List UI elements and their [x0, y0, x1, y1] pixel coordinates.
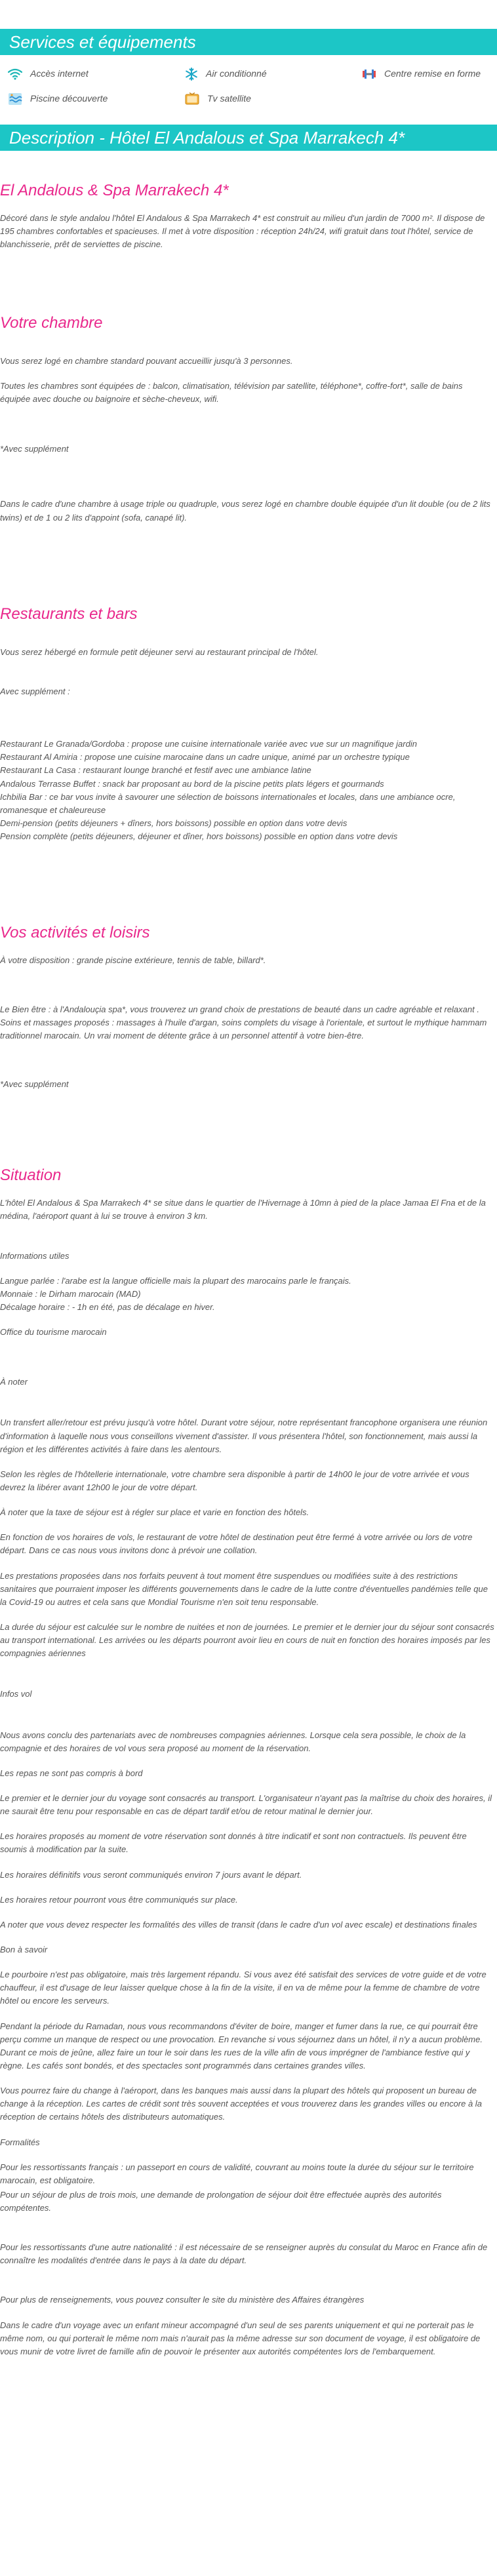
activites-section [0, 921, 497, 1091]
list-item: Andalous Terrasse Buffet : snack bar proposant au bord de la piscine petits plats légers et gourmands [0, 778, 384, 789]
formalites-title: Formalités [0, 2137, 40, 2147]
description-band-title: Description - Hôtel El Andalous et Spa Marrakech 4* [0, 125, 497, 151]
formalites-p1: Pour les ressortissants français : un passeport en cours de validité, couvrant au moins toute la durée du séjour sur le territoire marocain, est obligatoire. [0, 2162, 474, 2185]
equipement-label: Centre remise en forme [384, 68, 481, 79]
noter-p5: Les prestations proposées dans nos forfaits peuvent à tout moment être suspendues ou modifiées suite à des restrictions sanitaires que pourraient imposer les différents gouvernements dans le cadre de la lutte contre d'éventuelles pandémies telle que la Covid-19 ou autres et cela sans que Mondial Tourisme n'en soit tenu responsable. [0, 1570, 488, 1607]
hotel-title: El Andalous & Spa Marrakech 4* [0, 182, 229, 199]
a-noter-title: À noter [0, 1377, 28, 1387]
noter-p4: En fonction de vos horaires de vols, le restaurant de votre hôtel de destination peut être fermé à votre arrivée ou lors de votre départ. Dans ce cas nous vous invitons donc à prévoir une collation. [0, 1532, 473, 1556]
chambre-p1: Vous serez logé en chambre standard pouvant accueillir jusqu'à 3 personnes. [0, 355, 293, 366]
list-item: Demi-pension (petits déjeuners + dîners, hors boissons) possible en option dans votre devis [0, 818, 348, 828]
savoir-p3: Vous pourrez faire du change à l'aéroport, dans les banques mais aussi dans la plupart des hôtels qui proposent un bureau de change à la réception. Les cartes de crédit sont très souvent acceptées et vous trouverez dans les grandes villes ou encore à la réception de certains hôtels des distributeurs automatiques. [0, 2086, 482, 2122]
snowflake-icon [185, 68, 198, 81]
list-item: Pension complète (petits déjeuners, déjeuner et dîner, hors boissons) possible en option dans votre devis [0, 831, 398, 842]
pool-icon [8, 92, 22, 106]
list-item: Ichbilia Bar : ce bar vous invite à savourer une sélection de boissons internationales et locales, dans une ambiance ocre, romanesque et chaleureuse [0, 791, 456, 815]
chambre-note: *Avec supplément [0, 444, 69, 454]
restaurants-list [0, 738, 494, 843]
equipement-item-fitness [362, 66, 497, 83]
situation-section [0, 1163, 497, 2358]
savoir-p2: Pendant la période du Ramadan, nous vous recommandons d'éviter de boire, manger et fumer dans la rue, ce qui pourrait être perçu comme un manque de respect ou une provocation. En revanche si vous séjournez dans un hôtel, il n'y a aucun problème. Durant ce mois de jeûne, allez faire un tour le soir dans les rues de la ville afin de vous imprégner de l'ambiance festive qui y règne. Les cafés sont bondés, et des spectacles sont programmés dans certaines grandes villes. [0, 2021, 483, 2071]
activites-note: *Avec supplément [0, 1079, 69, 1089]
savoir-p1: Le pourboire n'est pas obligatoire, mais très largement répandu. Si vous avez été satisfait des services de votre guide et de votre chauffeur, il est d'usage de leur laisser quelque chose à la fin de la visite, il en va de même pour la femme de chambre de votre hôtel ou encore les serveurs. [0, 1970, 487, 2006]
equipement-label: Air conditionné [206, 68, 267, 79]
formalites-p4: Pour plus de renseignements, vous pouvez consulter le site du ministère des Affaires étrangères [0, 2295, 365, 2305]
description-section [0, 178, 497, 252]
activites-p1: À votre disposition : grande piscine extérieure, tennis de table, billard*. [0, 955, 266, 966]
wifi-icon [8, 68, 22, 80]
equipement-item-clim [185, 66, 362, 83]
equipement-item-internet [8, 66, 185, 83]
tv-icon [185, 92, 199, 106]
office-tourisme: Office du tourisme marocain [0, 1327, 107, 1338]
vol-p2: Les repas ne sont pas compris à bord [0, 1768, 143, 1778]
list-item: Monnaie : le Dirham marocain (MAD) [0, 1288, 141, 1299]
situation-p1: L'hôtel El Andalous & Spa Marrakech 4* se situe dans le quartier de l'Hivernage à 10mn à pied de la place Jamaa El Fna et de la médina, l'aéroport quant à lui se trouve à environ 3 km. [0, 1198, 486, 1221]
chambre-p3: Dans le cadre d'une chambre à usage triple ou quadruple, vous serez logé en chambre double équipée d'un lit double (ou de 2 lits twins) et de 1 ou 2 lits d'appoint (sofa, canapé lit). [0, 499, 490, 523]
list-item: Restaurant Al Amiria : propose une cuisine marocaine dans un cadre unique, animé par un orchestre typique [0, 752, 410, 763]
equipement-label: Accès internet [30, 68, 89, 79]
noter-p1: Un transfert aller/retour est prévu jusqu'à votre hôtel. Durant votre séjour, notre représentant francophone organisera une réunion d'information à laquelle nous vous conseillons vivement d'assister. Il vous présentera l'hôtel, son fonctionnement, mais aussi la région et les différentes activités à faire dans les alentours. [0, 1417, 488, 1454]
equipement-label: Piscine découverte [30, 93, 108, 104]
vol-p7: A noter que vous devez respecter les formalités des villes de transit (dans le cadre d'un vol avec escale) et destinations finales [0, 1919, 477, 1930]
situation-title: Situation [0, 1166, 62, 1185]
vol-p6: Les horaires retour pourront vous être communiqués sur place. [0, 1894, 238, 1905]
vol-p4: Les horaires proposés au moment de votre réservation sont donnés à titre indicatif et sont non contractuels. Ils peuvent être soumis à modification par la suite. [0, 1831, 467, 1855]
list-item: Décalage horaire : - 1h en été, pas de décalage en hiver. [0, 1302, 215, 1313]
vol-p5: Les horaires définitifs vous seront communiqués environ 7 jours avant le départ. [0, 1869, 302, 1880]
infos-title: Informations utiles [0, 1250, 70, 1261]
equipement-label: Tv satellite [207, 93, 251, 104]
list-item: Langue parlée : l'arabe est la langue officielle mais la plupart des marocains parle le français. [0, 1275, 351, 1286]
bon-a-savoir-title: Bon à savoir [0, 1944, 48, 1954]
equipements-grid [0, 55, 497, 108]
chambre-title: Votre chambre [0, 313, 103, 332]
noter-p3: À noter que la taxe de séjour est à régler sur place et varie en fonction des hôtels. [0, 1507, 309, 1518]
equipements-band-title: Services et équipements [0, 29, 497, 55]
restaurants-p2: Avec supplément : [0, 686, 70, 696]
activites-title: Vos activités et loisirs [0, 924, 150, 942]
chambre-p2: Toutes les chambres sont équipées de : balcon, climatisation, télévision par satellite, téléphone*, coffre-fort*, salle de bains équipée avec douche ou baignoire et sèche-cheveux, wifi. [0, 380, 463, 405]
formalites-p2: Pour un séjour de plus de trois mois, une demande de prolongation de séjour doit être effectuée auprès des autorités compétentes. [0, 2189, 442, 2213]
equipement-item-piscine [8, 90, 185, 108]
chambre-section [0, 311, 497, 525]
restaurants-title: Restaurants et bars [0, 604, 138, 623]
restaurants-p1: Vous serez hébergé en formule petit déjeuner servi au restaurant principal de l'hôtel. [0, 646, 319, 657]
vol-p3: Le premier et le dernier jour du voyage sont consacrés au transport. L'organisateur n'ayant pas la maîtrise du choix des horaires, il ne saurait être tenu pour responsable en cas de départ tardif et/ou de retour matinal le dernier jour. [0, 1793, 492, 1817]
vol-p1: Nous avons conclu des partenariats avec de nombreuses compagnies aériennes. Lorsque cela sera possible, le choix de la compagnie et des horaires de vol vous sera proposé au moment de la réservation. [0, 1730, 466, 1753]
hotel-description: Décoré dans le style andalou l'hôtel El Andalous & Spa Marrakech 4* est construit au milieu d'un jardin de 7000 m². Il dispose de 195 chambres confortables et spacieuses. Il met à votre disposition : réception 24h/24, wifi gratuit dans tout l'hôtel, service de blanchisserie, prêt de serviettes de piscine. [0, 213, 485, 250]
formalites-p3: Pour les ressortissants d'une autre nationalité : il est nécessaire de se renseigner auprès du consulat du Maroc en France afin de connaître les modalités d'entrée dans le pays à la date du départ. [0, 2242, 488, 2266]
infos-list [0, 1275, 494, 1314]
formalites-p5: Dans le cadre d'un voyage avec un enfant mineur accompagné d'un seul de ses parents uniquement et qui ne porterait pas le même nom, ou qui porterait le même nom mais n'aurait pas la même adresse sur son document de voyage, il est obligatoire de vous munir de votre livret de famille afin de pouvoir le présenter aux autorités compétentes lors de l'embarquement. [0, 2320, 481, 2356]
equipement-item-tv [185, 90, 362, 108]
list-item: Restaurant Le Granada/Gordoba : propose une cuisine internationale variée avec vue sur un magnifique jardin [0, 739, 417, 749]
page [0, 29, 497, 2371]
noter-p6: La durée du séjour est calculée sur le nombre de nuitées et non de journées. Le premier et le dernier jour du séjour sont consacrés au transport international. Les arrivées ou les départs pourront avoir lieu en cours de nuit en fonction des horaires imposés par les compagnies aériennes [0, 1621, 494, 1659]
infos-vol-title: Infos vol [0, 1689, 32, 1699]
activites-p2: Le Bien être : à l'Andalouçia spa*, vous trouverez un grand choix de prestations de beauté dans un cadre agréable et relaxant . Soins et massages proposés : massages à l'huile d'argan, soins complets du visage à l'orientale, et surtout le mythique hammam traditionnel marocain. Un vrai moment de détente grâce à un personnel attentif à votre bien-être. [0, 1004, 487, 1040]
dumbbell-icon [362, 68, 376, 81]
list-item: Restaurant La Casa : restaurant lounge branché et festif avec une ambiance latine [0, 765, 311, 776]
noter-p2: Selon les règles de l'hôtellerie internationale, votre chambre sera disponible à partir de 14h00 le jour de votre arrivée et vous devrez la libérer avant 12h00 le jour de votre départ. [0, 1469, 469, 1492]
restaurants-section [0, 602, 497, 844]
